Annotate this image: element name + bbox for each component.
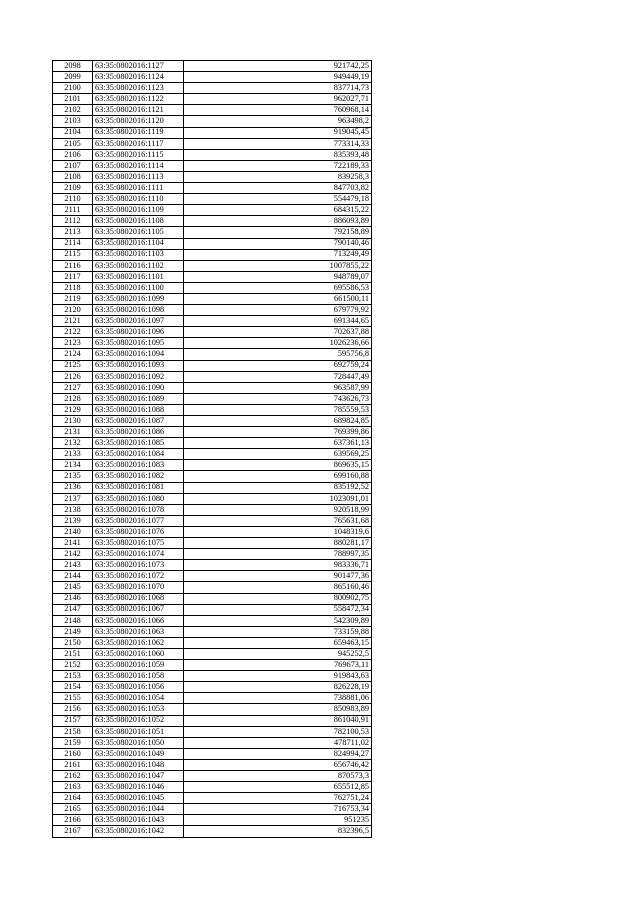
value-cell: 785559,53 <box>184 404 372 415</box>
value-cell: 637361,13 <box>184 438 372 449</box>
value-cell: 835192,52 <box>184 482 372 493</box>
row-number-cell: 2162 <box>53 771 93 782</box>
table-row <box>53 404 372 415</box>
row-number-cell: 2118 <box>53 282 93 293</box>
table-row <box>53 105 372 116</box>
value-cell: 1048319,6 <box>184 526 372 537</box>
table-row <box>53 138 372 149</box>
value-cell: 901477,36 <box>184 571 372 582</box>
row-number-cell: 2167 <box>53 826 93 837</box>
value-cell: 728447,49 <box>184 371 372 382</box>
value-cell: 722189,33 <box>184 160 372 171</box>
cadastral-number-cell: 63:35:0802016:1043 <box>93 815 184 826</box>
table-row <box>53 349 372 360</box>
row-number-cell: 2099 <box>53 72 93 83</box>
table-row <box>53 216 372 227</box>
value-cell: 963587,99 <box>184 382 372 393</box>
table-row <box>53 693 372 704</box>
value-cell: 839258,3 <box>184 171 372 182</box>
row-number-cell: 2129 <box>53 404 93 415</box>
cadastral-number-cell: 63:35:0802016:1068 <box>93 593 184 604</box>
cadastral-number-cell: 63:35:0802016:1090 <box>93 382 184 393</box>
row-number-cell: 2119 <box>53 293 93 304</box>
cadastral-number-cell: 63:35:0802016:1049 <box>93 748 184 759</box>
row-number-cell: 2107 <box>53 160 93 171</box>
cadastral-number-cell: 63:35:0802016:1075 <box>93 538 184 549</box>
cadastral-number-cell: 63:35:0802016:1073 <box>93 560 184 571</box>
row-number-cell: 2145 <box>53 582 93 593</box>
cadastral-number-cell: 63:35:0802016:1078 <box>93 504 184 515</box>
row-number-cell: 2124 <box>53 349 93 360</box>
value-cell: 679779,92 <box>184 305 372 316</box>
table-row <box>53 249 372 260</box>
row-number-cell: 2150 <box>53 637 93 648</box>
value-cell: 738881,06 <box>184 693 372 704</box>
table-row <box>53 183 372 194</box>
value-cell: 760968,14 <box>184 105 372 116</box>
row-number-cell: 2105 <box>53 138 93 149</box>
table-row <box>53 759 372 770</box>
cadastral-number-cell: 63:35:0802016:1072 <box>93 571 184 582</box>
row-number-cell: 2116 <box>53 260 93 271</box>
cadastral-number-cell: 63:35:0802016:1119 <box>93 127 184 138</box>
value-cell: 869635,15 <box>184 460 372 471</box>
cadastral-number-cell: 63:35:0802016:1101 <box>93 271 184 282</box>
value-cell: 695586,53 <box>184 282 372 293</box>
row-number-cell: 2110 <box>53 194 93 205</box>
cadastral-number-cell: 63:35:0802016:1100 <box>93 282 184 293</box>
table-row <box>53 615 372 626</box>
row-number-cell: 2121 <box>53 316 93 327</box>
cadastral-number-cell: 63:35:0802016:1092 <box>93 371 184 382</box>
table-row <box>53 660 372 671</box>
value-cell: 824994,27 <box>184 748 372 759</box>
cadastral-number-cell: 63:35:0802016:1076 <box>93 526 184 537</box>
cadastral-number-cell: 63:35:0802016:1103 <box>93 249 184 260</box>
value-cell: 733159,88 <box>184 626 372 637</box>
value-cell: 850983,89 <box>184 704 372 715</box>
cadastral-number-cell: 63:35:0802016:1058 <box>93 671 184 682</box>
table-row <box>53 582 372 593</box>
value-cell: 595756,8 <box>184 349 372 360</box>
row-number-cell: 2164 <box>53 793 93 804</box>
row-number-cell: 2151 <box>53 648 93 659</box>
table-row <box>53 804 372 815</box>
cadastral-number-cell: 63:35:0802016:1089 <box>93 393 184 404</box>
value-cell: 1007855,22 <box>184 260 372 271</box>
row-number-cell: 2126 <box>53 371 93 382</box>
table-row <box>53 782 372 793</box>
table-row <box>53 793 372 804</box>
value-cell: 1026236,66 <box>184 338 372 349</box>
table-row <box>53 382 372 393</box>
table-row <box>53 282 372 293</box>
cadastral-number-cell: 63:35:0802016:1042 <box>93 826 184 837</box>
row-number-cell: 2142 <box>53 549 93 560</box>
cadastral-number-cell: 63:35:0802016:1087 <box>93 416 184 427</box>
value-cell: 919045,45 <box>184 127 372 138</box>
value-cell: 861040,91 <box>184 715 372 726</box>
cadastral-number-cell: 63:35:0802016:1045 <box>93 793 184 804</box>
row-number-cell: 2160 <box>53 748 93 759</box>
cadastral-number-cell: 63:35:0802016:1048 <box>93 759 184 770</box>
table-row <box>53 737 372 748</box>
table-row <box>53 648 372 659</box>
table-row <box>53 116 372 127</box>
value-cell: 689824,85 <box>184 416 372 427</box>
row-number-cell: 2109 <box>53 183 93 194</box>
value-cell: 847703,82 <box>184 183 372 194</box>
row-number-cell: 2134 <box>53 460 93 471</box>
table-row <box>53 571 372 582</box>
table-row <box>53 538 372 549</box>
row-number-cell: 2153 <box>53 671 93 682</box>
row-number-cell: 2113 <box>53 227 93 238</box>
row-number-cell: 2135 <box>53 471 93 482</box>
table-row <box>53 493 372 504</box>
row-number-cell: 2106 <box>53 149 93 160</box>
cadastral-number-cell: 63:35:0802016:1062 <box>93 637 184 648</box>
cadastral-number-cell: 63:35:0802016:1046 <box>93 782 184 793</box>
cadastral-number-cell: 63:35:0802016:1088 <box>93 404 184 415</box>
row-number-cell: 2101 <box>53 94 93 105</box>
value-cell: 702637,88 <box>184 327 372 338</box>
value-cell: 832396,5 <box>184 826 372 837</box>
value-cell: 921742,25 <box>184 61 372 72</box>
cadastral-number-cell: 63:35:0802016:1052 <box>93 715 184 726</box>
row-number-cell: 2165 <box>53 804 93 815</box>
cadastral-number-cell: 63:35:0802016:1050 <box>93 737 184 748</box>
row-number-cell: 2137 <box>53 493 93 504</box>
table-row <box>53 593 372 604</box>
cadastral-number-cell: 63:35:0802016:1117 <box>93 138 184 149</box>
value-cell: 554479,18 <box>184 194 372 205</box>
table-row <box>53 316 372 327</box>
table-row <box>53 194 372 205</box>
cadastral-number-cell: 63:35:0802016:1060 <box>93 648 184 659</box>
value-cell: 962027,71 <box>184 94 372 105</box>
cadastral-number-cell: 63:35:0802016:1121 <box>93 105 184 116</box>
table-row <box>53 171 372 182</box>
cadastral-number-cell: 63:35:0802016:1111 <box>93 183 184 194</box>
value-cell: 558472,34 <box>184 604 372 615</box>
value-cell: 684315,22 <box>184 205 372 216</box>
value-cell: 659463,15 <box>184 637 372 648</box>
table-row <box>53 416 372 427</box>
cadastral-number-cell: 63:35:0802016:1051 <box>93 726 184 737</box>
value-cell: 880281,17 <box>184 538 372 549</box>
value-cell: 837714,73 <box>184 83 372 94</box>
cadastral-number-cell: 63:35:0802016:1053 <box>93 704 184 715</box>
value-cell: 788997,35 <box>184 549 372 560</box>
cadastral-number-cell: 63:35:0802016:1074 <box>93 549 184 560</box>
value-cell: 692759,24 <box>184 360 372 371</box>
cadastral-number-cell: 63:35:0802016:1054 <box>93 693 184 704</box>
row-number-cell: 2161 <box>53 759 93 770</box>
table-row <box>53 238 372 249</box>
row-number-cell: 2103 <box>53 116 93 127</box>
value-cell: 983336,71 <box>184 560 372 571</box>
value-cell: 762751,24 <box>184 793 372 804</box>
table-row <box>53 704 372 715</box>
cadastral-number-cell: 63:35:0802016:1066 <box>93 615 184 626</box>
value-cell: 790140,46 <box>184 238 372 249</box>
table-row <box>53 826 372 837</box>
table-row <box>53 260 372 271</box>
table-row <box>53 771 372 782</box>
row-number-cell: 2163 <box>53 782 93 793</box>
table-row <box>53 626 372 637</box>
value-cell: 1023091,01 <box>184 493 372 504</box>
value-cell: 655512,85 <box>184 782 372 793</box>
row-number-cell: 2138 <box>53 504 93 515</box>
table-body <box>53 61 372 838</box>
value-cell: 919843,63 <box>184 671 372 682</box>
row-number-cell: 2149 <box>53 626 93 637</box>
table-row <box>53 94 372 105</box>
value-cell: 920518,99 <box>184 504 372 515</box>
row-number-cell: 2120 <box>53 305 93 316</box>
table-row <box>53 83 372 94</box>
table-row <box>53 61 372 72</box>
row-number-cell: 2156 <box>53 704 93 715</box>
value-cell: 713249,49 <box>184 249 372 260</box>
row-number-cell: 2125 <box>53 360 93 371</box>
cadastral-number-cell: 63:35:0802016:1077 <box>93 515 184 526</box>
cadastral-number-cell: 63:35:0802016:1108 <box>93 216 184 227</box>
cadastral-number-cell: 63:35:0802016:1110 <box>93 194 184 205</box>
row-number-cell: 2154 <box>53 682 93 693</box>
cadastral-number-cell: 63:35:0802016:1097 <box>93 316 184 327</box>
cadastral-number-cell: 63:35:0802016:1102 <box>93 260 184 271</box>
cadastral-number-cell: 63:35:0802016:1098 <box>93 305 184 316</box>
row-number-cell: 2117 <box>53 271 93 282</box>
table-row <box>53 515 372 526</box>
table-row <box>53 271 372 282</box>
row-number-cell: 2133 <box>53 449 93 460</box>
value-cell: 782100,53 <box>184 726 372 737</box>
cadastral-number-cell: 63:35:0802016:1120 <box>93 116 184 127</box>
table-row <box>53 682 372 693</box>
table-row <box>53 815 372 826</box>
cadastral-number-cell: 63:35:0802016:1099 <box>93 293 184 304</box>
cadastral-number-cell: 63:35:0802016:1044 <box>93 804 184 815</box>
cadastral-number-cell: 63:35:0802016:1095 <box>93 338 184 349</box>
row-number-cell: 2148 <box>53 615 93 626</box>
row-number-cell: 2131 <box>53 427 93 438</box>
table-row <box>53 160 372 171</box>
value-cell: 699160,88 <box>184 471 372 482</box>
cadastral-number-cell: 63:35:0802016:1122 <box>93 94 184 105</box>
cadastral-number-cell: 63:35:0802016:1085 <box>93 438 184 449</box>
value-cell: 542309,89 <box>184 615 372 626</box>
table-row <box>53 305 372 316</box>
data-table <box>52 60 372 838</box>
cadastral-number-cell: 63:35:0802016:1082 <box>93 471 184 482</box>
table-row <box>53 127 372 138</box>
cadastral-number-cell: 63:35:0802016:1083 <box>93 460 184 471</box>
row-number-cell: 2098 <box>53 61 93 72</box>
row-number-cell: 2132 <box>53 438 93 449</box>
cadastral-number-cell: 63:35:0802016:1105 <box>93 227 184 238</box>
table-row <box>53 227 372 238</box>
row-number-cell: 2102 <box>53 105 93 116</box>
value-cell: 865160,46 <box>184 582 372 593</box>
table-row <box>53 460 372 471</box>
table-row <box>53 726 372 737</box>
value-cell: 800902,75 <box>184 593 372 604</box>
value-cell: 945252,5 <box>184 648 372 659</box>
table-row <box>53 449 372 460</box>
row-number-cell: 2104 <box>53 127 93 138</box>
value-cell: 661500,11 <box>184 293 372 304</box>
cadastral-number-cell: 63:35:0802016:1070 <box>93 582 184 593</box>
table-row <box>53 637 372 648</box>
row-number-cell: 2130 <box>53 416 93 427</box>
table-row <box>53 549 372 560</box>
value-cell: 949449,19 <box>184 72 372 83</box>
row-number-cell: 2157 <box>53 715 93 726</box>
row-number-cell: 2146 <box>53 593 93 604</box>
row-number-cell: 2147 <box>53 604 93 615</box>
value-cell: 691344,65 <box>184 316 372 327</box>
row-number-cell: 2111 <box>53 205 93 216</box>
cadastral-number-cell: 63:35:0802016:1109 <box>93 205 184 216</box>
value-cell: 792158,89 <box>184 227 372 238</box>
cadastral-number-cell: 63:35:0802016:1086 <box>93 427 184 438</box>
table-row <box>53 604 372 615</box>
cadastral-number-cell: 63:35:0802016:1104 <box>93 238 184 249</box>
row-number-cell: 2112 <box>53 216 93 227</box>
table-row <box>53 427 372 438</box>
table-row <box>53 504 372 515</box>
row-number-cell: 2152 <box>53 660 93 671</box>
table-row <box>53 327 372 338</box>
table-row <box>53 715 372 726</box>
row-number-cell: 2136 <box>53 482 93 493</box>
row-number-cell: 2155 <box>53 693 93 704</box>
value-cell: 773314,33 <box>184 138 372 149</box>
cadastral-number-cell: 63:35:0802016:1114 <box>93 160 184 171</box>
value-cell: 948789,07 <box>184 271 372 282</box>
cadastral-number-cell: 63:35:0802016:1080 <box>93 493 184 504</box>
cadastral-number-cell: 63:35:0802016:1059 <box>93 660 184 671</box>
cadastral-number-cell: 63:35:0802016:1056 <box>93 682 184 693</box>
row-number-cell: 2159 <box>53 737 93 748</box>
table-row <box>53 360 372 371</box>
table-row <box>53 560 372 571</box>
cadastral-number-cell: 63:35:0802016:1081 <box>93 482 184 493</box>
table-row <box>53 482 372 493</box>
value-cell: 639569,25 <box>184 449 372 460</box>
row-number-cell: 2144 <box>53 571 93 582</box>
cadastral-number-cell: 63:35:0802016:1127 <box>93 61 184 72</box>
row-number-cell: 2166 <box>53 815 93 826</box>
cadastral-number-cell: 63:35:0802016:1123 <box>93 83 184 94</box>
value-cell: 963498,2 <box>184 116 372 127</box>
cadastral-number-cell: 63:35:0802016:1124 <box>93 72 184 83</box>
row-number-cell: 2141 <box>53 538 93 549</box>
row-number-cell: 2100 <box>53 83 93 94</box>
cadastral-number-cell: 63:35:0802016:1096 <box>93 327 184 338</box>
row-number-cell: 2127 <box>53 382 93 393</box>
row-number-cell: 2158 <box>53 726 93 737</box>
cadastral-number-cell: 63:35:0802016:1084 <box>93 449 184 460</box>
table-row <box>53 471 372 482</box>
table-row <box>53 393 372 404</box>
value-cell: 765631,68 <box>184 515 372 526</box>
row-number-cell: 2139 <box>53 515 93 526</box>
table-row <box>53 205 372 216</box>
value-cell: 835393,48 <box>184 149 372 160</box>
row-number-cell: 2115 <box>53 249 93 260</box>
value-cell: 826228,19 <box>184 682 372 693</box>
cadastral-number-cell: 63:35:0802016:1067 <box>93 604 184 615</box>
row-number-cell: 2143 <box>53 560 93 571</box>
table-row <box>53 149 372 160</box>
value-cell: 886093,89 <box>184 216 372 227</box>
row-number-cell: 2123 <box>53 338 93 349</box>
value-cell: 716753,34 <box>184 804 372 815</box>
table-row <box>53 371 372 382</box>
table-row <box>53 748 372 759</box>
cadastral-number-cell: 63:35:0802016:1113 <box>93 171 184 182</box>
cadastral-number-cell: 63:35:0802016:1063 <box>93 626 184 637</box>
table-row <box>53 338 372 349</box>
table-row <box>53 72 372 83</box>
value-cell: 870573,3 <box>184 771 372 782</box>
table-row <box>53 671 372 682</box>
value-cell: 769399,86 <box>184 427 372 438</box>
value-cell: 656746,42 <box>184 759 372 770</box>
row-number-cell: 2108 <box>53 171 93 182</box>
table-row <box>53 293 372 304</box>
row-number-cell: 2140 <box>53 526 93 537</box>
value-cell: 769673,11 <box>184 660 372 671</box>
cadastral-number-cell: 63:35:0802016:1115 <box>93 149 184 160</box>
row-number-cell: 2122 <box>53 327 93 338</box>
value-cell: 478711,02 <box>184 737 372 748</box>
value-cell: 743626,73 <box>184 393 372 404</box>
row-number-cell: 2128 <box>53 393 93 404</box>
row-number-cell: 2114 <box>53 238 93 249</box>
cadastral-number-cell: 63:35:0802016:1047 <box>93 771 184 782</box>
table-row <box>53 526 372 537</box>
cadastral-number-cell: 63:35:0802016:1094 <box>93 349 184 360</box>
value-cell: 951235 <box>184 815 372 826</box>
table-row <box>53 438 372 449</box>
cadastral-number-cell: 63:35:0802016:1093 <box>93 360 184 371</box>
